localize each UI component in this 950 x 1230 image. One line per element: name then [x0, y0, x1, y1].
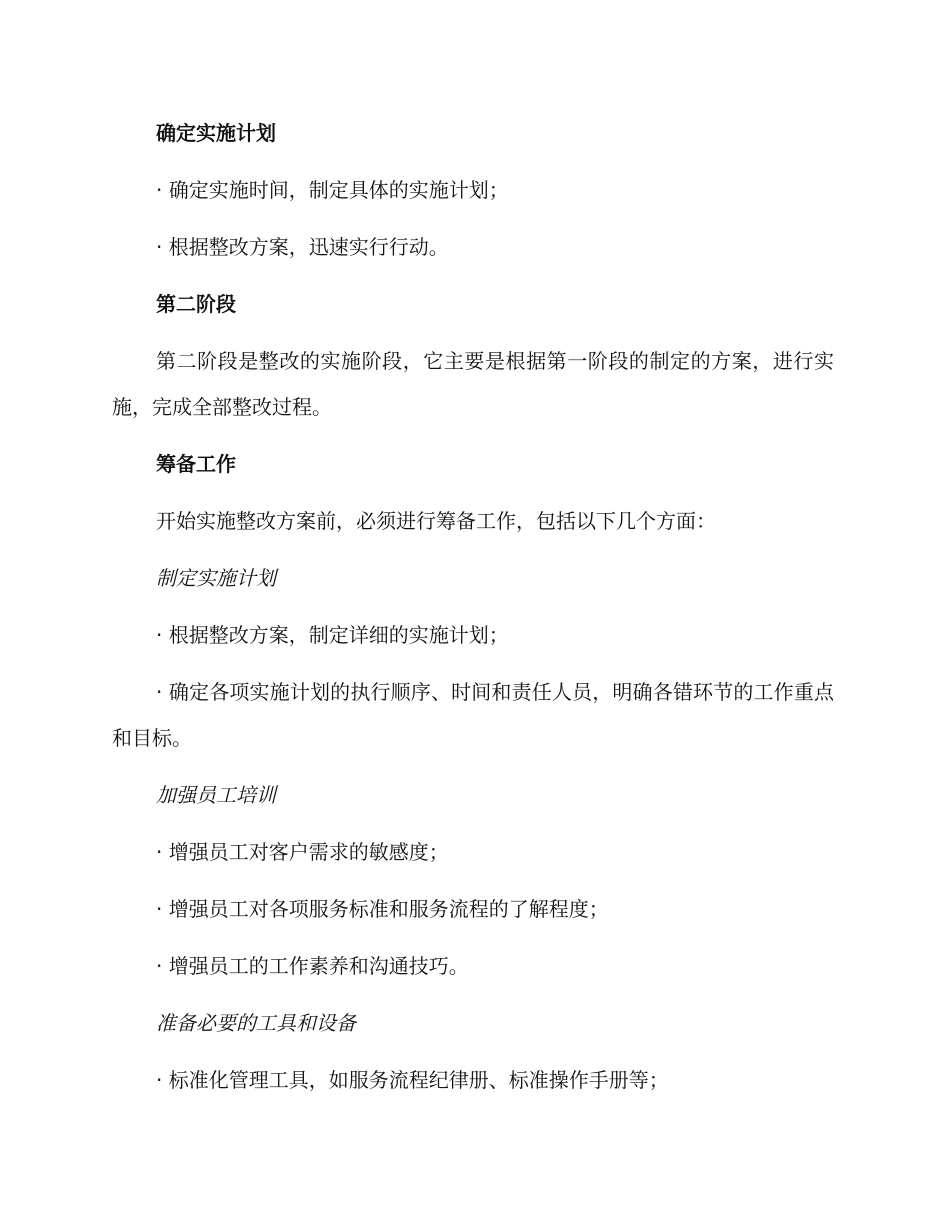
- section-heading-phase-two: 第二阶段: [156, 292, 236, 316]
- bullet-item: · 根据整改方案，制定详细的实施计划；: [156, 623, 509, 647]
- paragraph-phase-two: 第二阶段是整改的实施阶段，它主要是根据第一阶段的制定的方案，进行实施，完成全部整改过程。: [112, 349, 834, 419]
- bullet-item: · 标准化管理工具，如服务流程纪律册、标准操作手册等；: [156, 1068, 669, 1092]
- paragraph-preparation: 开始实施整改方案前，必须进行筹备工作，包括以下几个方面：: [156, 509, 716, 533]
- document-page: [112, 110, 834, 1114]
- subheading-staff-training: 加强员工培训: [156, 783, 276, 807]
- bullet-item: · 确定实施时间，制定具体的实施计划；: [156, 178, 509, 202]
- bullet-item: · 根据整改方案，迅速实行行动。: [156, 235, 449, 259]
- section-heading-implementation-plan: 确定实施计划: [156, 121, 276, 145]
- subheading-tools-equipment: 准备必要的工具和设备: [156, 1011, 356, 1035]
- bullet-item: · 增强员工对客户需求的敏感度；: [156, 840, 449, 864]
- section-heading-preparation: 筹备工作: [156, 452, 236, 476]
- bullet-item: · 确定各项实施计划的执行顺序、时间和责任人员，明确各错环节的工作重点和目标。: [112, 680, 834, 750]
- bullet-item: · 增强员工的工作素养和沟通技巧。: [156, 954, 469, 978]
- subheading-implementation-plan: 制定实施计划: [156, 566, 276, 590]
- bullet-item: · 增强员工对各项服务标准和服务流程的了解程度；: [156, 897, 609, 921]
